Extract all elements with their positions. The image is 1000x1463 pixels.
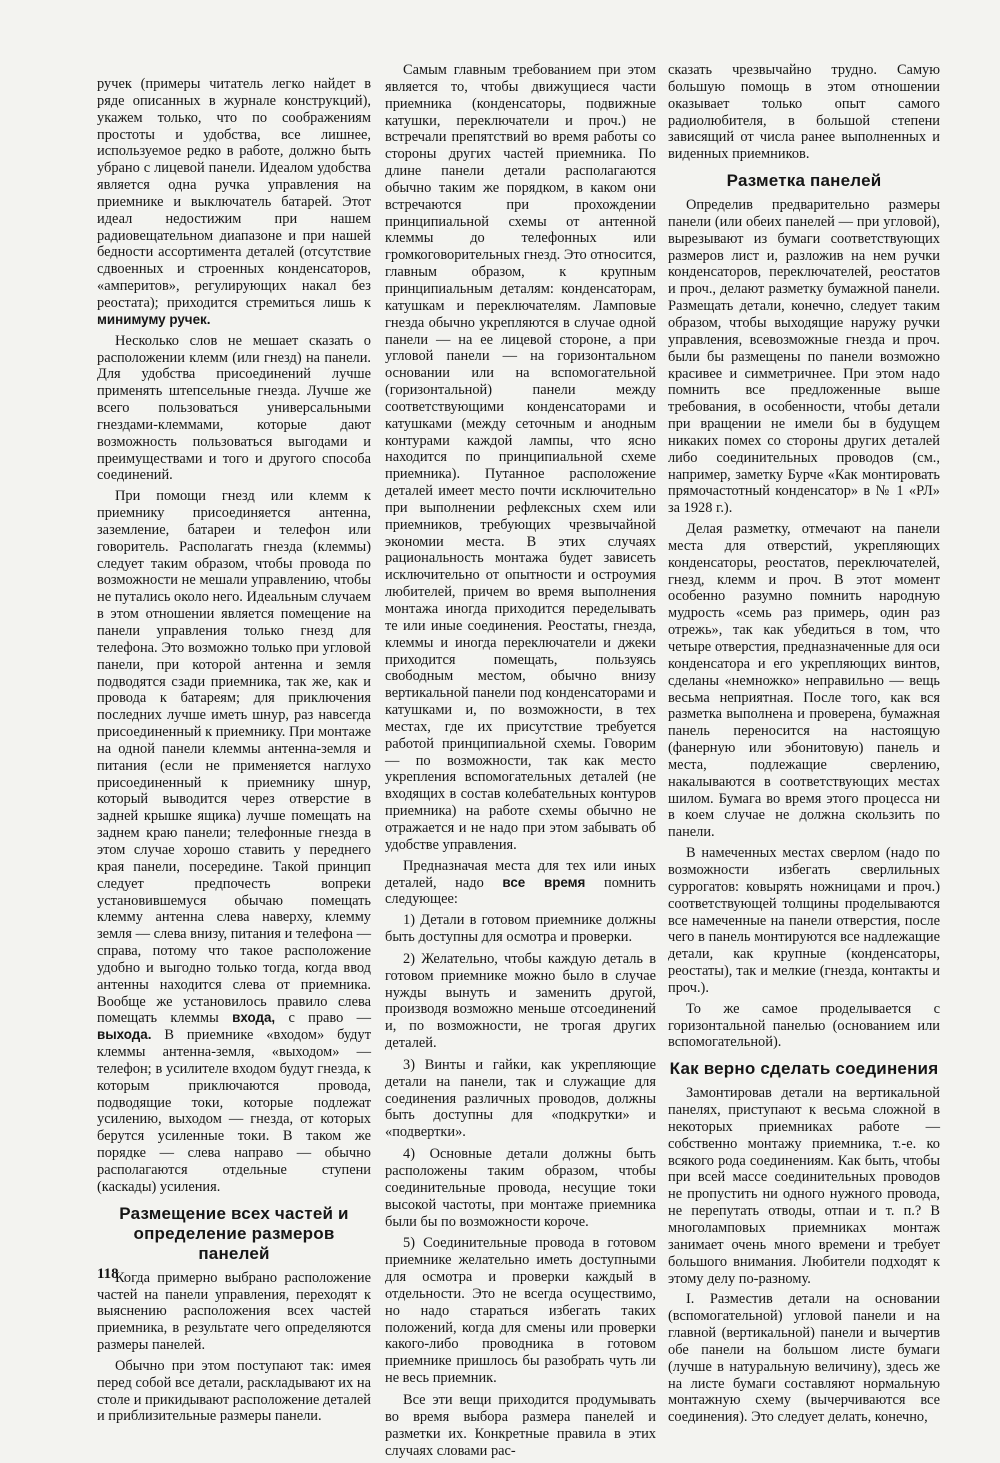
paragraph: [385, 1392, 656, 1459]
paragraph: [668, 1291, 940, 1426]
text-run: Делая разметку, отмечают на панели места для отверстий, укрепляющих конденсаторы, реостатов, переключателей, гнезд, клемм и проч. В этот момент особенно разумно помнить народную мудрость «семь раз примерь, один раз отрежь», так как убедиться в том, что четыре отверстия, предназначенные для оси конденсатора и его укрепляющих винтов, сделаны «немножко» неправильно — вещь весьма неприятная. После того, как вся разметка выполнена и проверена, бумажная панель переносится на настоящую (фанерную или эбонитовую) панель и места, подлежащие сверлению, накалываются в соответствующих местах шилом. Бумага во время этого процесса ни в коем случае не должна скользить по панели.: [668, 521, 940, 841]
section-heading: Разметка панелей: [726, 171, 882, 191]
text-run: То же самое проделывается с горизонтальной панелью (основанием или вспомогательной).: [668, 1000, 940, 1051]
text-run: 4) Основные детали должны быть расположены таким образом, чтобы соединительные провода, несущие токи высокой частоты, при монтаже приемника были бы по возможности короче.: [385, 1146, 656, 1230]
text-run: сказать чрезвычайно трудно. Самую большую помощь в этом отношении оказывает только опыт самого радиолюбителя, в большой степени зависящий от числа ранее выполненных и виденных приемников.: [668, 62, 940, 163]
paragraph: [668, 62, 940, 163]
text-run: Определив предварительно размеры панели (или обеих панелей — при угловой), вырезывают из бумаги соответствующих размеров лист и, разложив на нем ручки конденсаторов, переключателей, реостатов и проч., делают разметку бумажной панели. Размещать детали, конечно, следует таким образом, чтобы выходящие наружу ручки управления, всевозможные гнезда и проч. были бы размещены по панели возможно красивее и симметричнее. При этом надо помнить все предложенные выше требования, в особенности, чтобы детали при вращении не имели бы в будущем никаких помех со стороны других деталей либо соединительных проводов (см., например, заметку Бурче «Как монтировать прямочастотный конденсатор» в № 1 «РЛ» за 1928 г.).: [668, 197, 940, 517]
text-run: Предназначая места для тех или иных деталей, надо: [385, 857, 656, 891]
text-column-left: [97, 76, 371, 1429]
paragraph: [97, 1358, 371, 1425]
text-run: 3) Винты и гайки, как укрепляющие детали на панели, так и служащие для соединения различных проводов, должны быть доступны для «подкрутки» и «подвертки».: [385, 1056, 656, 1141]
paragraph: [97, 1270, 371, 1354]
emphasis-text: входа,: [232, 1010, 276, 1026]
text-run: помнить следующее:: [385, 874, 656, 908]
text-run: Все эти вещи приходится продумывать во время выбора размера панелей и разметки их. Конкретные правила в этих случаях словами рас-: [385, 1391, 656, 1459]
page-number: 118: [97, 1266, 119, 1282]
paragraph: [668, 1085, 940, 1287]
text-run: В приемнике «входом» будут клеммы антенна-земля, «выходом» — телефон; в усилителе входом будут гнезда, к которым приключаются провода, подводящие токи, которые подлежат усилению, выходом — гнезда, от которых берутся усиленные токи. В таком же порядке — слева направо — обычно располагаются отдельные ступени (каскады) усиления.: [97, 1027, 371, 1195]
text-run: 2) Желательно, чтобы каждую деталь в готовом приемнике можно было в случае нужды вынуть и заменить другой, производя возможно меньше отсоединений и, по возможности, не трогая других деталей.: [385, 950, 656, 1052]
emphasis-text: все время: [502, 874, 586, 890]
text-run: В намеченных местах сверлом (надо по возможности избегать сверлильных суррогатов: ковырять ножницами и проч.) соответствующей толщины проделываются все намеченные на панели отверстия, после чего в панель монтируются все надлежащие детали, как крупные (конденсаторы, реостаты), так и мелкие (гнезда, контакты и проч.).: [668, 845, 940, 996]
text-run: Несколько слов не мешает сказать о расположении клемм (или гнезд) на панели. Для удобства присоединений лучше применять штепсельные гнезда. Лучше же всего пользоваться универсальными гнездами-клеммами, которые дают возможность пользоваться выгодами и преимуществами и того и другого способа соединений.: [97, 332, 371, 484]
section-heading: Как верно сделать соединения: [669, 1059, 939, 1079]
text-run: ручек (примеры читатель легко найдет в ряде описанных в журнале конструкций), укажем только, что по соображениям простоты и удобства, все лишнее, используемое редко в работе, должно быть убрано с лицевой панели. Идеалом удобства является одна ручка управления на приемнике и выключатель батарей. Этот идеал недостижим при нашем радиовещательном диапазоне и при нашей бедности ассортимента деталей (отсутствие сдвоенных и строенных конденсаторов, «амперитов», регулирующих накал без реостата); приходится стремиться лишь к: [97, 76, 371, 311]
section-heading: Размещение всех частей и определение размеров панелей: [119, 1203, 349, 1263]
text-run: 1) Детали в готовом приемнике должны быть доступны для осмотра и проверки.: [385, 912, 656, 946]
text-run: При помощи гнезд или клемм к приемнику присоединяется антенна, заземление, батареи и телефон или говоритель. Располагать гнезда (клеммы) следует таким образом, чтобы провода по возможности не мешали управлению, чтобы не путались около него. Идеальным случаем в этом отношении является помещение на панели управления только гнезд для телефона. Это возможно только при угловой панели, при которой антенна и земля подводятся сзади приемника, так же, как и провода к батареям; для приключения последних лучше иметь шнур, раз навсегда присоединенный к приемнику. При монтаже на одной панели клеммы антенна-земля и питания (если не применяется наглухо присоединенный к приемнику шнур, который выводится через отверстие в задней крышке ящика) лучше помещать на заднем краю панели; телефонные гнезда в этом случае хорошо ставить у переднего края панели, посередине. Такой принцип следует предпочесть вопреки установившемуся обычаю помещать клемму антенна слева наверху, клемму земля — слева внизу, питания и телефона — справа, потому что такое расположение удобно и выгодно только тогда, когда ввод антенны находится слева от приемника. Вообще же установилось правило слева помещать клеммы: [97, 488, 371, 1027]
list-item-paragraph: [385, 951, 656, 1052]
text-run: Когда примерно выбрано расположение частей на панели управления, переходят к выяснению расположения всех частей приемника, в результате чего определяются размеры панелей.: [97, 1269, 371, 1354]
list-item-paragraph: [385, 1235, 656, 1387]
paragraph: [385, 858, 656, 909]
paragraph: [97, 76, 371, 329]
paragraph: [97, 488, 371, 1195]
paragraph: [97, 333, 371, 485]
paragraph: [668, 521, 940, 841]
text-run: с право —: [275, 1010, 371, 1027]
text-run: Обычно при этом поступают так: имея перед собой все детали, раскладывают их на столе и прикидывают расположение деталей и приблизительные размеры панели.: [97, 1357, 371, 1425]
text-run: 5) Соединительные провода в готовом приемнике желательно иметь доступными для осмотра и проверки каждый в отдельности. Это не всегда осуществимо, но надо стараться избегать таких положений, когда для смены или проверки какого-либо проводника в готовом приемнике пришлось бы разобрать чуть ли не весь приемник.: [385, 1235, 656, 1387]
text-run: Самым главным требованием при этом является то, чтобы движущиеся части приемника (конденсаторы, подвижные катушки, переключатели и проч.) не встречали препятствий во время работы со стороны других частей приемника. По длине панели детали располагаются обычно таким же порядком, в каком они встречаются при прохождении принципиальной схемы от антенной клеммы до телефонных или громкоговорительных гнезд. Это относится, главным образом, к крупным принципиальным деталям: конденсаторам, катушкам и переключателям. Ламповые гнезда обычно укрепляются в случае одной панели — на ее лицевой стороне, а при угловой панели — на горизонтальном основании или на вспомогательной (горизонтальной) панели между соответствующими конденсаторами и катушками (между сеточным и анодным контурами каждой лампы, что ясно находится по принципиальной схеме приемника). Путанное расположение деталей имеет место почти исключительно при выполнении рефлексных схем или приемников, требующих чрезвычайной экономии места. В этих случаях рациональность монтажа будет зависеть исключительно от опытности и остроумия любителей, причем во время выполнения монтажа иногда приходится переделывать те или иные соединения. Реостаты, гнезда, клеммы и иногда переключатели и джеки приходится помещать, пользуясь свободным местом, обычно внизу вертикальной панели под конденсаторами и катушками и, по возможности, в тех местах, где их присутствие требуется работой принципиальной схемы. Говорим — по возможности, так как место укрепления вспомогательных деталей (не входящих в состав колебательных контуров приемника) на работе схемы обычно не отражается и не надо при этом забывать об удобстве управления.: [385, 62, 656, 853]
paragraph: [668, 1001, 940, 1052]
list-item-paragraph: [385, 1057, 656, 1141]
list-item-paragraph: [385, 912, 656, 946]
text-column-middle: [385, 62, 656, 1463]
text-run: Замонтировав детали на вертикальной панелях, приступают к весьма сложной в некоторых приемниках работе — собственно монтажу приемника, т.-е. ко всякого рода соединениям. Как быть, чтобы при всей массе соединительных проводов не пропустить ни одного нужного провода, не перепутать отводы, отпаи и т. п.? В многоламповых приемниках монтаж занимает очень много времени и требует большого внимания. Любители подходят к этому делу по-разному.: [668, 1085, 940, 1287]
text-run: I. Разместив детали на основании (вспомогательной) угловой панели и на главной (вертикальной) панели и вычертив обе панели на большом листе бумаги (лучше в натуральную величину), здесь же на листе бумаги составляют нормальную монтажную схему (вычерчиваются все соединения). Это следует делать, конечно,: [668, 1291, 940, 1426]
emphasis-text: минимуму ручек.: [97, 311, 211, 327]
paragraph: [385, 62, 656, 854]
paragraph: [668, 845, 940, 997]
paragraph: [668, 197, 940, 517]
list-item-paragraph: [385, 1146, 656, 1230]
text-column-right: [668, 62, 940, 1430]
emphasis-text: выхода.: [97, 1027, 152, 1043]
